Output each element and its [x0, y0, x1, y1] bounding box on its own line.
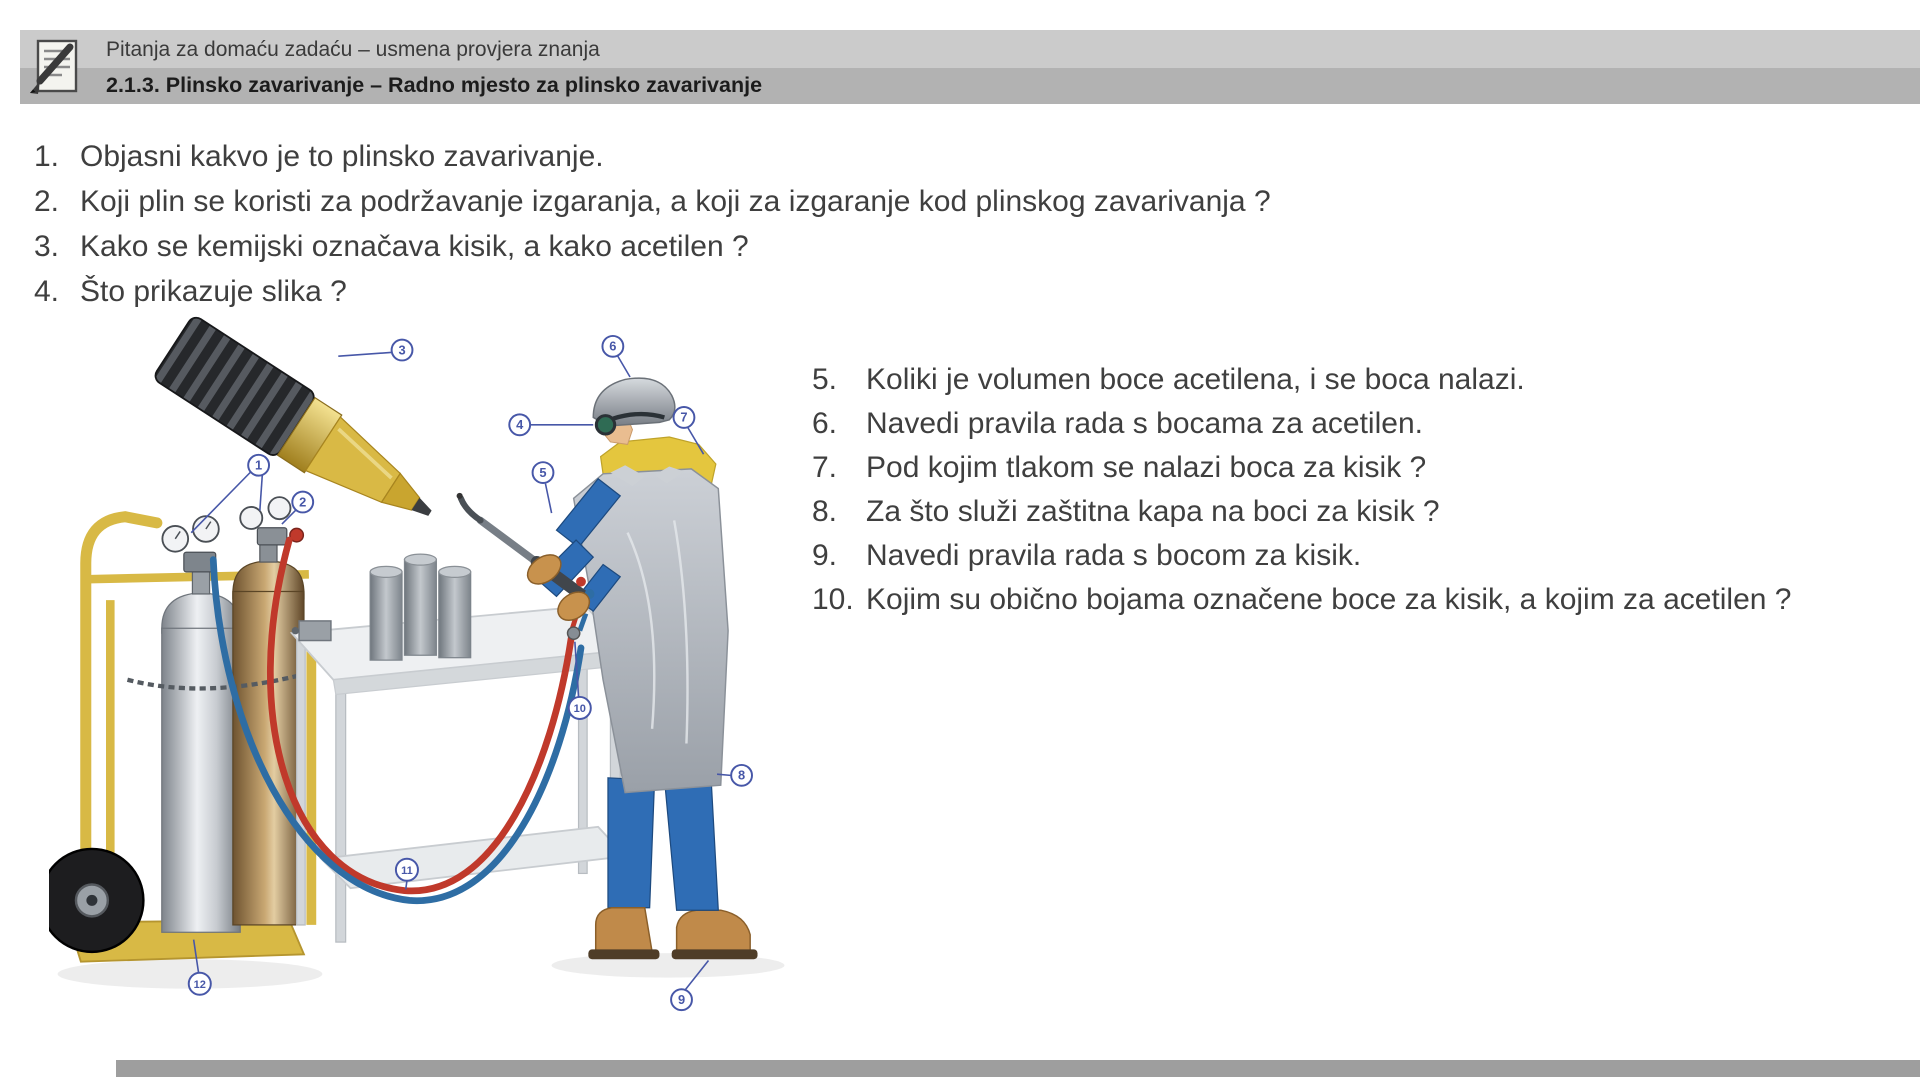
question-row-4	[34, 269, 1594, 314]
svg-text:6: 6	[609, 338, 617, 354]
footer-bar	[116, 1060, 1920, 1077]
question-text: Navedi pravila rada s bocom za kisik.	[866, 539, 1362, 572]
boot-sole-near	[588, 949, 659, 959]
svg-text:7: 7	[680, 409, 688, 425]
workpieces	[370, 554, 471, 660]
welding-goggles	[596, 416, 614, 434]
welding-workstation-illustration	[49, 312, 809, 1023]
callout-4	[509, 414, 593, 435]
acetylene-cylinder	[233, 497, 304, 925]
question-text: Kojim su obično bojama označene boce za kisik, a kojim za acetilen ?	[866, 583, 1792, 616]
question-text: Što prikazuje slika ?	[80, 275, 347, 308]
page-title: 2.1.3. Plinsko zavarivanje – Radno mjesto za plinsko zavarivanje	[106, 73, 763, 97]
svg-text:11: 11	[401, 865, 413, 878]
welder-head	[593, 378, 675, 444]
header-bar	[20, 30, 1920, 104]
question-row-2	[34, 179, 1594, 224]
svg-text:4: 4	[516, 417, 524, 433]
question-row-5	[812, 358, 1912, 402]
svg-text:9: 9	[677, 991, 686, 1007]
question-number: 6.	[812, 407, 838, 440]
hose-coupling	[568, 627, 580, 639]
svg-text:1: 1	[255, 457, 263, 473]
boot-far	[677, 910, 751, 952]
question-number: 9.	[812, 539, 838, 572]
question-text: Navedi pravila rada s bocama za acetilen.	[866, 407, 1423, 440]
question-row-6	[812, 402, 1912, 446]
callout-8	[717, 765, 752, 786]
question-row-1	[34, 134, 1594, 179]
svg-text:10: 10	[573, 703, 586, 716]
header-title-row	[20, 68, 1920, 104]
callout-11	[396, 859, 418, 890]
question-text: Kako se kemijski označava kisik, a kako acetilen ?	[80, 230, 749, 263]
header-subtitle: Pitanja za domaću zadaću – usmena provjera znanja	[106, 38, 600, 61]
question-number: 1.	[34, 140, 60, 173]
question-number: 4.	[34, 275, 60, 308]
svg-text:12: 12	[193, 979, 206, 992]
boot-near	[596, 908, 652, 952]
svg-text:8: 8	[738, 767, 746, 783]
svg-text:5: 5	[539, 464, 547, 480]
homework-note-pencil-icon	[26, 35, 84, 99]
svg-text:2: 2	[299, 494, 307, 510]
welder-trousers	[608, 775, 718, 910]
torch-valve-red	[576, 577, 586, 587]
question-number: 2.	[34, 185, 60, 218]
question-number: 7.	[812, 451, 838, 484]
boot-sole-far	[672, 949, 758, 959]
question-text: Pod kojim tlakom se nalazi boca za kisik ?	[866, 451, 1427, 484]
question-number: 5.	[812, 363, 838, 396]
question-row-10	[812, 578, 1912, 622]
question-number: 10.	[812, 583, 854, 616]
question-row-7	[812, 446, 1912, 490]
svg-text:3: 3	[398, 342, 406, 358]
question-row-9	[812, 534, 1912, 578]
questions-right-list	[812, 358, 1912, 622]
question-text: Za što služi zaštitna kapa na boci za kisik ?	[866, 495, 1440, 528]
cart-wheel	[49, 849, 143, 952]
question-text: Objasni kakvo je to plinsko zavarivanje.	[80, 140, 604, 173]
question-number: 8.	[812, 495, 838, 528]
callout-6	[602, 336, 630, 377]
question-text: Koliki je volumen boce acetilena, i se boca nalazi.	[866, 363, 1525, 396]
callout-5	[533, 462, 554, 513]
question-row-3	[34, 224, 1594, 269]
question-number: 3.	[34, 230, 60, 263]
question-row-8	[812, 490, 1912, 534]
header-subtitle-row	[20, 30, 1920, 68]
questions-top-list	[34, 134, 1594, 314]
question-text: Koji plin se koristi za podržavanje izgaranja, a koji za izgaranje kod plinskog zavarivanja ?	[80, 185, 1271, 218]
callout-3	[338, 340, 412, 361]
